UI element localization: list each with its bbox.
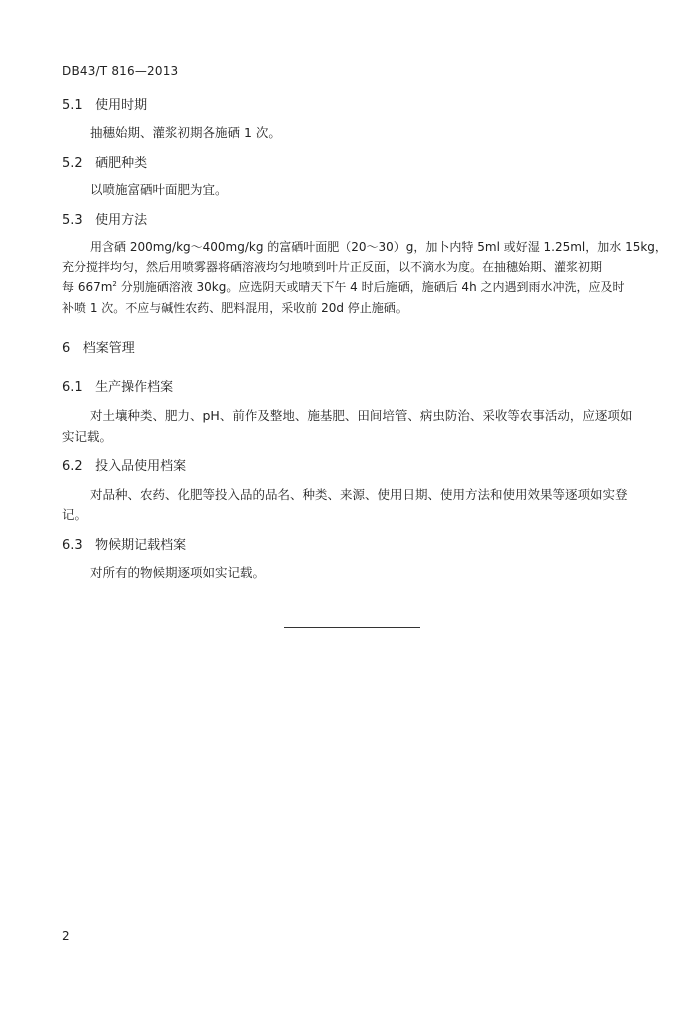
page-number: 2 xyxy=(62,929,70,943)
section-number: 5.3 xyxy=(62,213,83,228)
section-5-3-line-4: 补喷 1 次。不应与碱性农药、肥料混用，采收前 20d 停止施硒。 xyxy=(62,301,408,315)
section-title: 档案管理 xyxy=(82,341,135,356)
document-code: DB43/T 816—2013 xyxy=(62,64,179,78)
section-number: 6 xyxy=(62,341,71,356)
section-6-1-line-2: 实记载。 xyxy=(62,429,113,444)
end-rule xyxy=(284,627,420,628)
section-title: 硒肥种类 xyxy=(95,156,148,171)
section-5-3-line-3: 每 $667m^2$ 分别施硒溶液 30kg。应选阴天或晴天下午 4 时后施硒，施硒后 4h 之内遇到雨水冲洗，应及时 xyxy=(62,280,625,294)
section-5-2-text: 以喷施富硒叶面肥为宜。 xyxy=(90,182,228,197)
section-title: 物候期记载档案 xyxy=(95,538,187,553)
section-number: 6.3 xyxy=(62,538,83,553)
section-6-1-heading xyxy=(62,376,173,395)
section-number: 5.2 xyxy=(62,156,83,171)
section-6-heading xyxy=(62,337,135,356)
section-number: 6.1 xyxy=(62,380,83,395)
section-6-3-heading xyxy=(62,534,186,553)
section-6-2-heading xyxy=(62,455,186,474)
section-number: 5.1 xyxy=(62,98,83,113)
section-title: 使用方法 xyxy=(95,213,148,228)
section-title: 生产操作档案 xyxy=(95,380,174,395)
section-6-2-line-2: 记。 xyxy=(62,507,88,522)
section-5-1-text: 抽穗始期、灌浆初期各施硒 1 次。 xyxy=(90,125,281,140)
section-5-3-line-1: 用含硒 200mg/kg～400mg/kg 的富硒叶面肥（20～30）g，加卜内特 5ml 或好湿 1.25ml，加水 15kg， xyxy=(90,240,667,254)
section-5-3-heading xyxy=(62,209,147,228)
section-5-1-heading xyxy=(62,94,147,113)
section-title: 使用时期 xyxy=(95,98,148,113)
section-6-2-line-1: 对品种、农药、化肥等投入品的品名、种类、来源、使用日期、使用方法和使用效果等逐项如实登 xyxy=(90,487,628,502)
section-5-3-line-2: 充分搅拌均匀，然后用喷雾器将硒溶液均匀地喷到叶片正反面，以不滴水为度。在抽穗始期、灌浆初期 xyxy=(62,260,603,274)
section-number: 6.2 xyxy=(62,459,83,474)
section-title: 投入品使用档案 xyxy=(95,459,187,474)
section-5-2-heading xyxy=(62,152,147,171)
section-6-3-text: 对所有的物候期逐项如实记载。 xyxy=(90,565,266,580)
section-6-1-line-1: 对土壤种类、肥力、pH、前作及整地、施基肥、田间培管、病虫防治、采收等农事活动，应逐项如 xyxy=(90,408,633,423)
